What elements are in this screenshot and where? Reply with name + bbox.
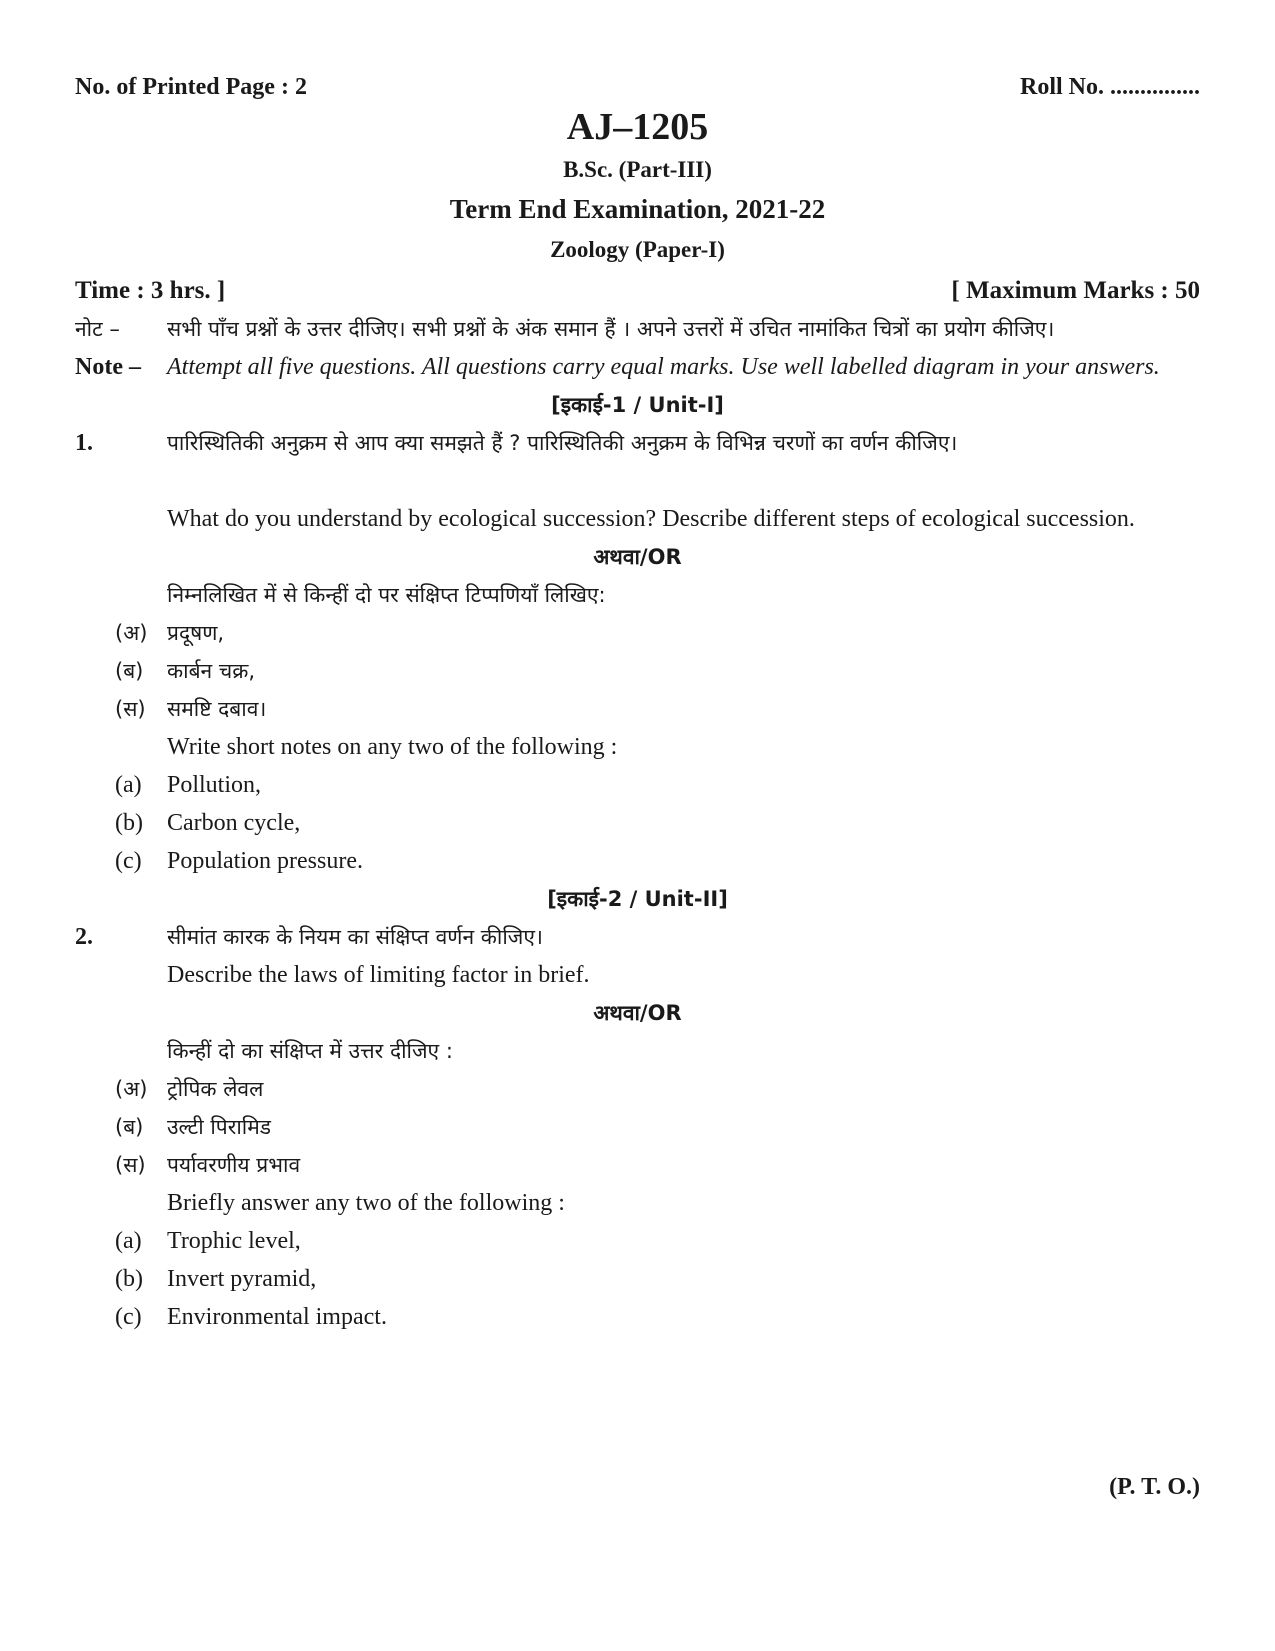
list-item bbox=[75, 1222, 1200, 1260]
list-item-marker: (स) bbox=[115, 697, 146, 721]
paper-code: AJ–1205 bbox=[566, 106, 709, 148]
list-item bbox=[75, 1108, 1200, 1146]
list-item bbox=[75, 1260, 1200, 1298]
list-item-text: Pollution, bbox=[167, 772, 262, 798]
course-name: B.Sc. (Part-III) bbox=[563, 157, 712, 182]
unit-2-or: अथवा/OR bbox=[593, 1001, 682, 1025]
list-item-marker: (ब) bbox=[115, 1115, 144, 1139]
note-hindi-label: नोट – bbox=[75, 317, 120, 341]
question-1-alt-english: Write short notes on any two of the following : bbox=[167, 734, 618, 760]
list-item bbox=[75, 690, 1200, 728]
list-item-marker: (स) bbox=[115, 1153, 146, 1177]
list-item-text: कार्बन चक्र, bbox=[167, 659, 256, 683]
note-hindi bbox=[75, 310, 1200, 348]
list-item-text: समष्टि दबाव। bbox=[167, 697, 267, 721]
header-row bbox=[75, 68, 1200, 106]
unit-1-heading: [इकाई-1 / Unit-I] bbox=[551, 393, 724, 417]
list-item-marker: (ब) bbox=[115, 659, 144, 683]
unit-2-heading: [इकाई-2 / Unit-II] bbox=[547, 887, 728, 911]
list-item-marker: (a) bbox=[115, 772, 142, 798]
list-item-marker: (a) bbox=[115, 1228, 142, 1254]
question-1-english: What do you understand by ecological succession? Describe different steps of ecological succession. bbox=[167, 506, 1135, 532]
question-2-english: Describe the laws of limiting factor in brief. bbox=[167, 962, 590, 988]
list-item-text: Trophic level, bbox=[167, 1228, 301, 1254]
list-item bbox=[75, 766, 1200, 804]
list-item-marker: (अ) bbox=[115, 621, 148, 645]
list-item-marker: (अ) bbox=[115, 1077, 148, 1101]
question-1-alt-hindi: निम्नलिखित में से किन्हीं दो पर संक्षिप्त टिप्पणियाँ लिखिए: bbox=[167, 583, 606, 607]
question-2-hindi: सीमांत कारक के नियम का संक्षिप्त वर्णन कीजिए। bbox=[167, 925, 543, 949]
list-item bbox=[75, 652, 1200, 690]
note-english bbox=[75, 348, 1200, 386]
question-1-alt-hindi-list bbox=[75, 614, 1200, 728]
question-2 bbox=[75, 918, 1200, 956]
list-item bbox=[75, 804, 1200, 842]
list-item-text: Environmental impact. bbox=[167, 1304, 387, 1330]
list-item-text: Invert pyramid, bbox=[167, 1266, 317, 1292]
question-1-hindi: पारिस्थितिकी अनुक्रम से आप क्या समझते हैं ? पारिस्थितिकी अनुक्रम के विभिन्न चरणों का वर्णन कीजिए। bbox=[167, 431, 958, 455]
question-2-alt-english-list bbox=[75, 1222, 1200, 1336]
paper-name: Zoology (Paper-I) bbox=[550, 237, 725, 262]
page-turn-over: (P. T. O.) bbox=[1109, 1474, 1200, 1500]
list-item-marker: (b) bbox=[115, 1266, 143, 1292]
list-item bbox=[75, 1146, 1200, 1184]
list-item-text: पर्यावरणीय प्रभाव bbox=[167, 1153, 301, 1177]
maximum-marks: [ Maximum Marks : 50 bbox=[951, 277, 1200, 304]
list-item bbox=[75, 614, 1200, 652]
question-1-alt-english-list bbox=[75, 766, 1200, 880]
list-item bbox=[75, 842, 1200, 880]
list-item bbox=[75, 1298, 1200, 1336]
list-item-text: उल्टी पिरामिड bbox=[167, 1115, 271, 1139]
list-item-text: ट्रोपिक लेवल bbox=[167, 1077, 264, 1101]
unit-1-or: अथवा/OR bbox=[593, 545, 682, 569]
question-1-number: 1. bbox=[75, 430, 93, 456]
list-item-text: प्रदूषण, bbox=[167, 621, 225, 645]
question-2-alt-hindi: किन्हीं दो का संक्षिप्त में उत्तर दीजिए : bbox=[167, 1039, 453, 1063]
question-2-alt-hindi-list bbox=[75, 1070, 1200, 1184]
list-item-text: Carbon cycle, bbox=[167, 810, 301, 836]
roll-no: Roll No. ............... bbox=[1020, 74, 1200, 100]
exam-title: Term End Examination, 2021-22 bbox=[449, 194, 826, 224]
note-english-text: Attempt all five questions. All questions carry equal marks. Use well labelled diagram in your answers. bbox=[167, 354, 1160, 380]
time-marks-row bbox=[75, 272, 1200, 310]
list-item bbox=[75, 1070, 1200, 1108]
list-item-text: Population pressure. bbox=[167, 848, 363, 874]
list-item-marker: (b) bbox=[115, 810, 143, 836]
note-english-label: Note – bbox=[75, 354, 141, 380]
question-2-alt-english: Briefly answer any two of the following : bbox=[167, 1190, 565, 1216]
question-1 bbox=[75, 424, 1200, 462]
note-hindi-text: सभी पाँच प्रश्नों के उत्तर दीजिए। सभी प्रश्नों के अंक समान हैं । अपने उत्तरों में उचित नामांकित चित्रों का प्रयोग कीजिए। bbox=[167, 317, 1055, 341]
list-item-marker: (c) bbox=[115, 848, 142, 874]
time-limit: Time : 3 hrs. ] bbox=[75, 277, 226, 304]
printed-pages: No. of Printed Page : 2 bbox=[75, 74, 307, 100]
question-2-number: 2. bbox=[75, 924, 93, 950]
exam-page bbox=[75, 68, 1200, 1336]
list-item-marker: (c) bbox=[115, 1304, 142, 1330]
